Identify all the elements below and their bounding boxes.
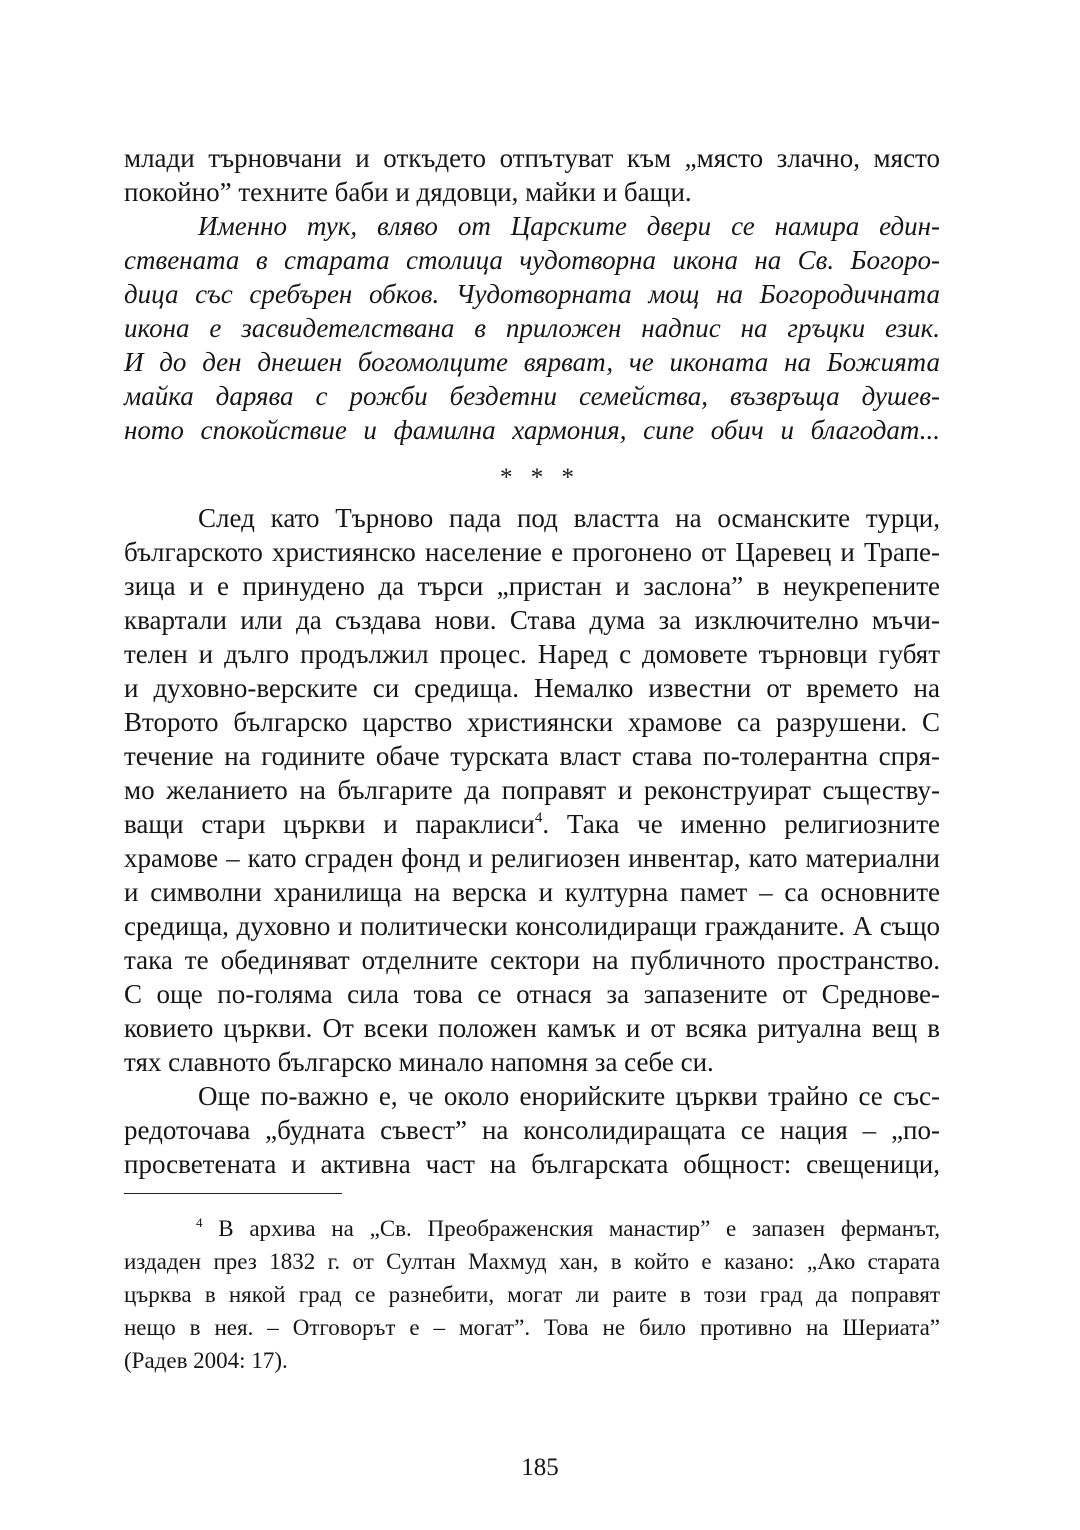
text-line: квартали или да създава нови. Става дума за изключително мъчи- [124, 605, 940, 635]
text-line: тях славното българско минало напомня за себе си. [124, 1047, 714, 1077]
section-break: * * * [500, 464, 580, 491]
text-line: ковието църкви. От всеки положен камък и от всяка ритуална вещ в [124, 1013, 940, 1043]
footnote-separator [124, 1193, 342, 1194]
footnote-line [196, 1212, 940, 1245]
footnote-text: В архива на „Св. Преображенския манастир” е запазен ферманът, [202, 1216, 940, 1241]
text-line: С още по-голяма сила това се отнася за запазените от Среднове- [124, 979, 940, 1009]
italic-text-line: ствената в старата столица чудотворна икона на Св. Богоро- [124, 245, 940, 275]
footnote-line: църква в някой град се разнебити, могат ли раите в този град да поправят [124, 1282, 940, 1307]
text-line: телен и дълго продължил процес. Наред с домовете търновци губят [124, 639, 940, 669]
text-line: редоточава „будната съвест” на консолидиращата се нация – „по- [124, 1115, 940, 1145]
text-line: просветената и активна част на българската общност: свещеници, [124, 1149, 940, 1179]
text-line: покойно” техните баби и дядовци, майки и бащи. [124, 177, 692, 207]
footnote-line: нещо в нея. – Отговорът е – могат”. Това не било противно на Шериата” [124, 1315, 940, 1340]
italic-text-line: дица със сребърен обков. Чудотворната мощ на Богородичната [124, 279, 940, 309]
text-line: и духовно-верските си средища. Немалко известни от времето на [124, 673, 940, 703]
italic-text-line: И до ден днешен богомолците вярват, че иконата на Божията [124, 347, 940, 377]
text-line: млади търновчани и откъдето отпътуват към „място злачно, място [124, 143, 940, 173]
footnote-line: (Радев 2004: 17). [124, 1348, 288, 1373]
footnote-line: издаден през 1832 г. от Султан Махмуд хан, в който е казано: „Ако старата [124, 1249, 940, 1274]
text-fragment: . Така че именно религиозните [542, 809, 940, 839]
text-line: зица и е принудено да търси „пристан и заслона” в неукрепените [124, 571, 940, 601]
footnote-reference[interactable]: 4 [534, 810, 543, 826]
text-line: средища, духовно и политически консолидиращи гражданите. А също [124, 911, 940, 941]
text-line: След като Търново пада под властта на османските турци, [198, 503, 940, 533]
text-line: така те обединяват отделните сектори на публичното пространство. [124, 945, 940, 975]
text-fragment: ващи стари църкви и параклиси [124, 809, 535, 839]
text-line: течение на годините обаче турската власт става по-толерантна спря- [124, 741, 940, 771]
page-number: 185 [521, 1454, 559, 1481]
italic-text-line: икона е засвидетелствана в приложен надпис на гръцки език. [124, 313, 940, 343]
italic-text-line: майка дарява с рожби бездетни семейства, възвръща душев- [124, 381, 940, 411]
text-line: Още по-важно е, че около енорийските църкви трайно се със- [198, 1081, 940, 1111]
italic-text-line: ното спокойствие и фамилна хармония, сипе обич и благодат... [124, 415, 940, 445]
text-line: българското християнско население е прогонено от Царевец и Трапе- [124, 537, 940, 567]
italic-text-line: Именно тук, вляво от Царските двери се намира един- [198, 211, 940, 241]
text-line: Второто българско царство християнски храмове са разрушени. С [124, 707, 940, 737]
footnote-marker: 4 [196, 1215, 203, 1230]
text-line: мо желанието на българите да поправят и реконструират съществу- [124, 775, 940, 805]
text-line: храмове – като сграден фонд и религиозен инвентар, като материални [124, 843, 940, 873]
text-line: и символни хранилища на верска и културна памет – са основните [124, 877, 940, 907]
